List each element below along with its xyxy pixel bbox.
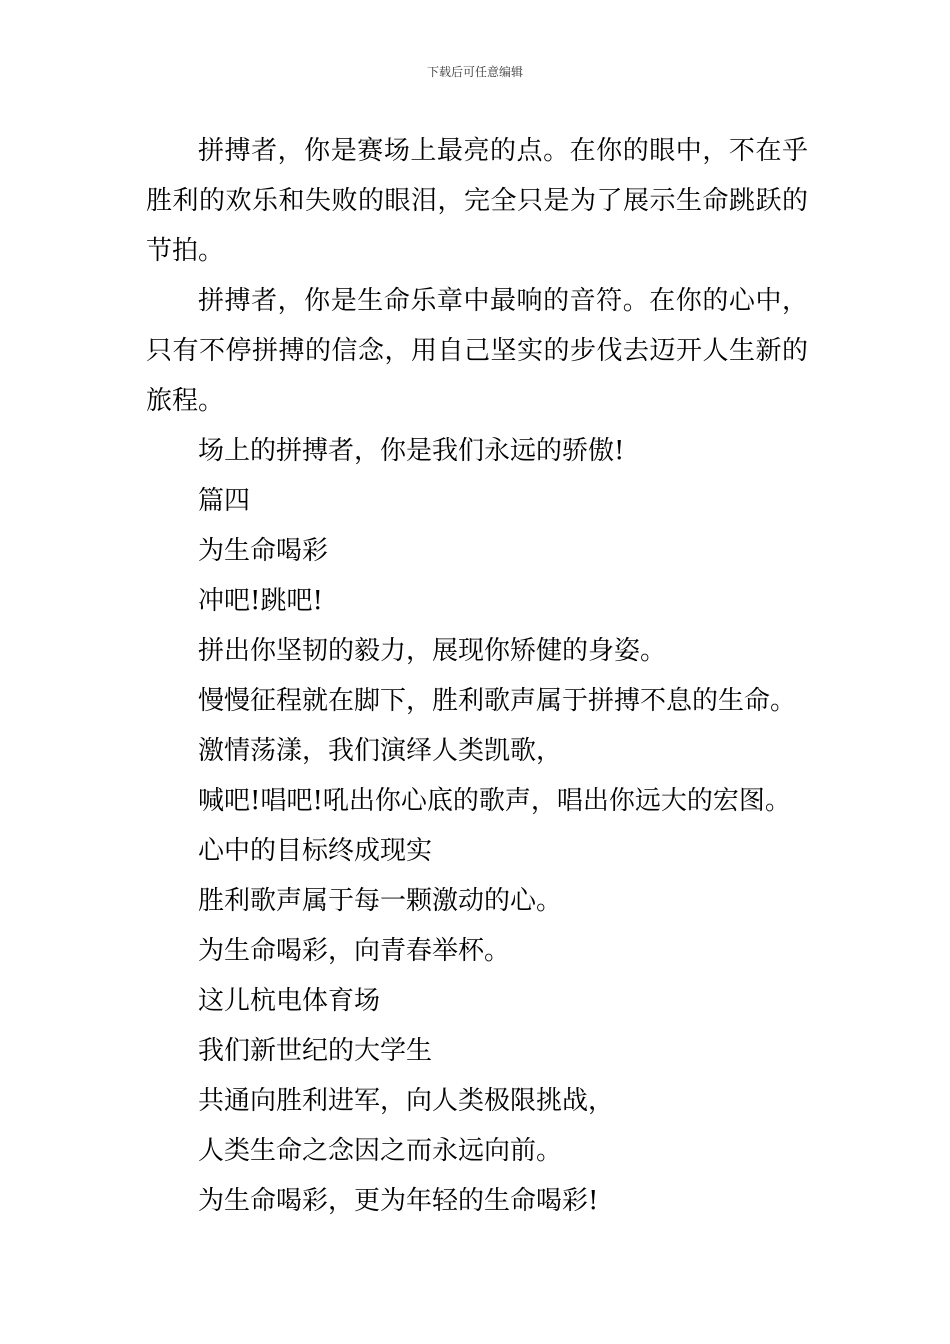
poem-line: 胜利歌声属于每一颗激动的心。: [198, 886, 563, 916]
section-heading: 篇四: [198, 486, 251, 516]
poem-line: 这儿杭电体育场: [198, 986, 381, 1016]
paragraph: 拼搏者，你是赛场上最亮的点。在你的眼中，不在乎胜利的欢乐和失败的眼泪，完全只是为了展示生命跳跃的节拍。: [146, 136, 808, 266]
poem-line: 心中的目标终成现实: [198, 836, 433, 866]
text-line: 场上的拼搏者，你是我们永远的骄傲!: [198, 436, 625, 466]
poem-line: 为生命喝彩，更为年轻的生命喝彩!: [198, 1186, 599, 1216]
poem-line: 激情荡漾，我们演绎人类凯歌，: [198, 736, 563, 766]
poem-line: 我们新世纪的大学生: [198, 1036, 433, 1066]
poem-line: 冲吧!跳吧!: [198, 586, 323, 616]
poem-line: 共通向胜利进军，向人类极限挑战，: [198, 1086, 615, 1116]
poem-line: 慢慢征程就在脚下，胜利歌声属于拼搏不息的生命。: [198, 686, 797, 716]
poem-line: 为生命喝彩，向青春举杯。: [198, 936, 511, 966]
document-body: [146, 126, 808, 1226]
poem-title: 为生命喝彩: [198, 536, 329, 566]
poem-line: 拼出你坚韧的毅力，展现你矫健的身姿。: [198, 636, 667, 666]
paragraph: 拼搏者，你是生命乐章中最响的音符。在你的心中，只有不停拼搏的信念，用自己坚实的步伐去迈开人生新的旅程。: [146, 286, 808, 416]
page-header-note: 下载后可任意编辑: [426, 65, 523, 79]
poem-line: 喊吧!唱吧!吼出你心底的歌声，唱出你远大的宏图。: [198, 786, 791, 816]
poem-line: 人类生命之念因之而永远向前。: [198, 1136, 563, 1166]
